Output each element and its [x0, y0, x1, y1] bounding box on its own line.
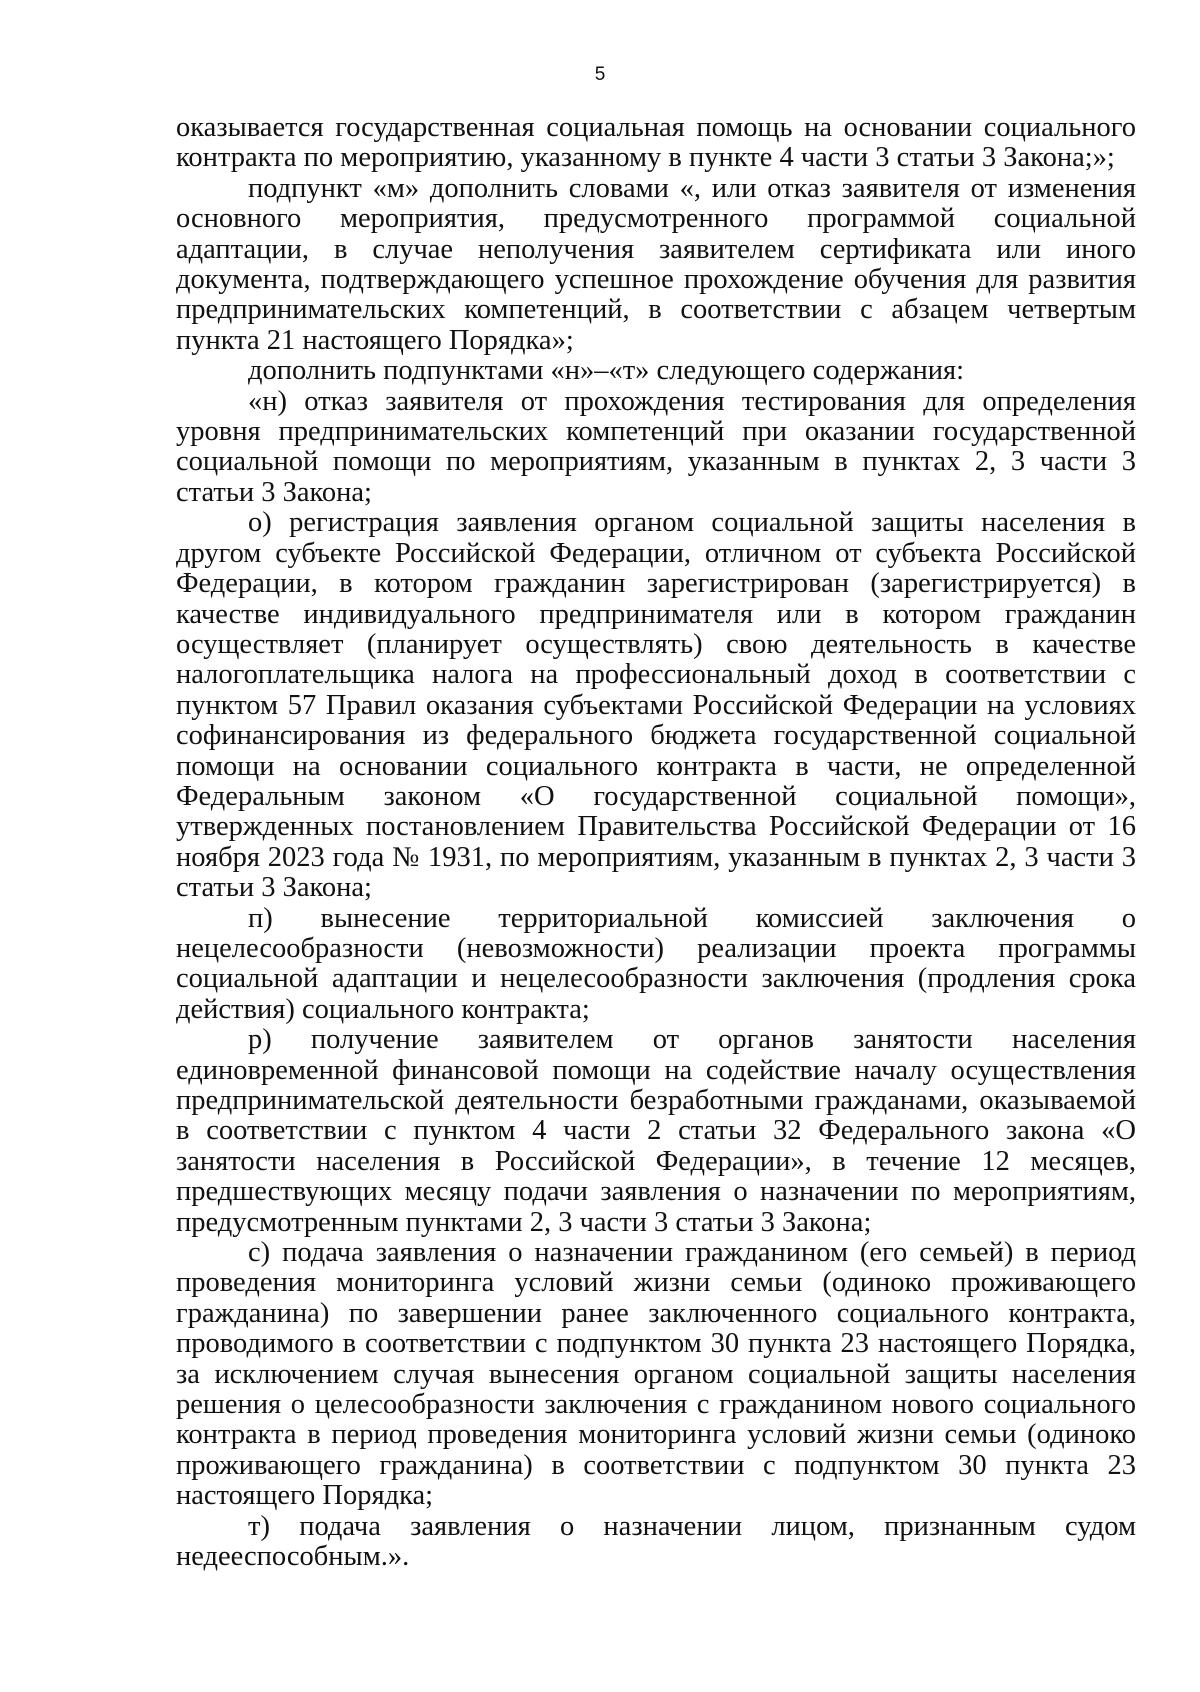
paragraph-add-subpoints: дополнить подпунктами «н»–«т» следующего содержания: — [248, 355, 965, 387]
paragraph-subpoint-o: о) регистрация заявления органом социальной защиты населения в другом субъекте Российской Федерации, отличном от субъекта Российской Федерации, в котором гражданин зарегистрирован (зарегистрируется) в качестве индивидуального предпринимателя или в котором гражданин осуществляет (планирует осуществлять) свою деятельность в качестве налогоплательщика налога на профессиональный доход в соответствии с пунктом 57 Правил оказания субъектами Российской Федерации на условиях софинансирования из федерального бюджета государственной социальной помощи на основании социального контракта в части, не определенной Федеральным законом «О государственной социальной помощи», утвержденных постановлением Правительства Российской Федерации от 16 ноября 2023 года № 1931, по мероприятиям, указанным в пунктах 2, 3 части 3 статьи 3 Закона; — [176, 507, 1136, 904]
paragraph-subpoint-m: подпункт «м» дополнить словами «, или отказ заявителя от изменения основного мероприятия, предусмотренного программой социальной адаптации, в случае неполучения заявителем сертификата или иного документа, подтверждающего успешное прохождение обучения для развития предпринимательских компетенций, в соответствии с абзацем четвертым пункта 21 настоящего Порядка»; — [176, 172, 1136, 356]
page-number: 5 — [594, 64, 606, 85]
paragraph-subpoint-r: р) получение заявителем от органов занятости населения единовременной финансовой помощи на содействие началу осуществления предпринимательской деятельности безработными гражданами, оказываемой в соответствии с пунктом 4 части 2 статьи 32 Федерального закона «О занятости населения в Российской Федерации», в течение 12 месяцев, предшествующих месяцу подачи заявления о назначении по мероприятиям, предусмотренным пунктами 2, 3 части 3 статьи 3 Закона; — [176, 1024, 1136, 1238]
paragraph-subpoint-n: «н) отказ заявителя от прохождения тестирования для определения уровня предпринимательских компетенций при оказании государственной социальной помощи по мероприятиям, указанным в пунктах 2, 3 части 3 статьи 3 Закона; — [176, 385, 1136, 508]
paragraph-subpoint-t: т) подача заявления о назначении лицом, признанным судом недееспособным.». — [176, 1510, 1136, 1573]
paragraph-subpoint-p: п) вынесение территориальной комиссией заключения о нецелесообразности (невозможности) реализации проекта программы социальной адаптации и нецелесообразности заключения (продления срока действия) социального контракта; — [176, 902, 1136, 1025]
paragraph-continuation: оказывается государственная социальная помощь на основании социального контракта по мероприятию, указанному в пункте 4 части 3 статьи 3 Закона;»; — [176, 112, 1136, 174]
document-body — [176, 113, 1136, 1573]
paragraph-subpoint-s: с) подача заявления о назначении гражданином (его семьей) в период проведения мониторинга условий жизни семьи (одиноко проживающего гражданина) по завершении ранее заключенного социального контракта, проводимого в соответствии с подпунктом 30 пункта 23 настоящего Порядка, за исключением случая вынесения органом социальной защиты населения решения о целесообразности заключения с гражданином нового социального контракта в период проведения мониторинга условий жизни семьи (одиноко проживающего гражданина) в соответствии с подпунктом 30 пункта 23 настоящего Порядка; — [176, 1237, 1136, 1512]
